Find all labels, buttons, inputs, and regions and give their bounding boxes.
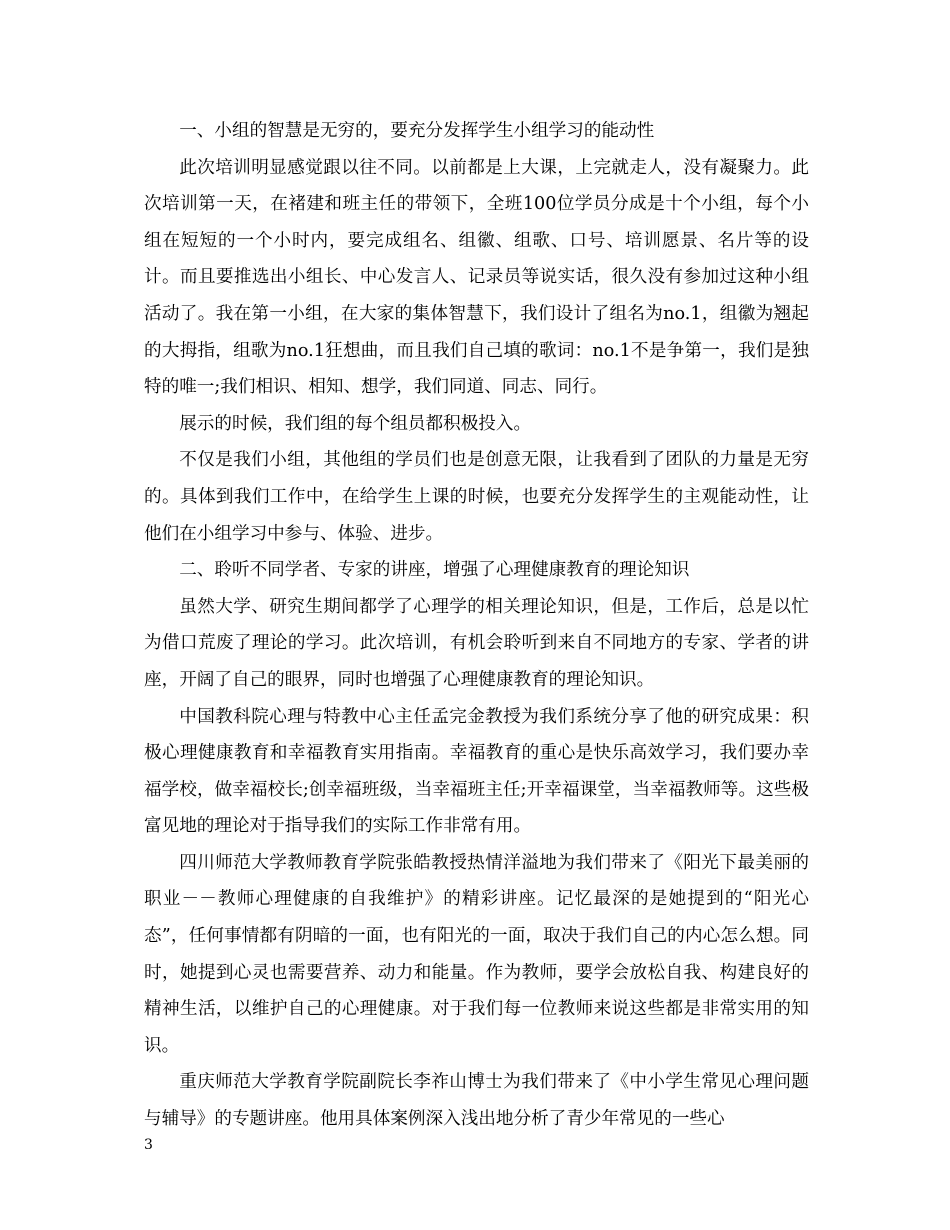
section-heading-2: 二、聆听不同学者、专家的讲座，增强了心理健康教育的理论知识: [179, 560, 690, 581]
paragraph: 重庆师范大学教育学院副院长李祚山博士为我们带来了《中小学生常见心理问题与辅导》的专题讲座。他用具体案例深入浅出地分析了青少年常见的一些心: [144, 1072, 809, 1130]
page-number: 3: [144, 1137, 153, 1153]
paragraph: 此次培训明显感觉跟以往不同。以前都是上大课，上完就走人，没有凝聚力。此次培训第一天，在褚建和班主任的带领下，全班100位学员分成是十个小组，每个小组在短短的一个小时内，要完成组名、组徽、组歌、口号、培训愿景、名片等的设计。而且要推选出小组长、中心发言人、记录员等说实话，很久没有参加过这种小组活动了。我在第一小组，在大家的集体智慧下，我们设计了组名为no.1，组徽为翘起的大拇指，组歌为no.1狂想曲，而且我们自己填的歌词：no.1不是争第一，我们是独特的唯一;我们相识、相知、想学，我们同道、同志、同行。: [144, 157, 809, 398]
section-heading-1: 一、小组的智慧是无穷的，要充分发挥学生小组学习的能动性: [179, 121, 655, 141]
paragraph: 不仅是我们小组，其他组的学员们也是创意无限，让我看到了团队的力量是无穷的。具体到我们工作中，在给学生上课的时候，也要充分发挥学生的主观能动性，让他们在小组学习中参与、体验、进步。: [144, 450, 809, 544]
document-body: [144, 113, 809, 1138]
paragraph: 虽然大学、研究生期间都学了心理学的相关理论知识，但是，工作后，总是以忙为借口荒废了理论的学习。此次培训，有机会聆听到来自不同地方的专家、学者的讲座，开阔了自己的眼界，同时也增强了心理健康教育的理论知识。: [144, 596, 809, 690]
paragraph: 四川师范大学教师教育学院张皓教授热情洋溢地为我们带来了《阳光下最美丽的职业－－教师心理健康的自我维护》的精彩讲座。记忆最深的是她提到的“阳光心态”，任何事情都有阴暗的一面，也有阳光的一面，取决于我们自己的内心怎么想。同时，她提到心灵也需要营养、动力和能量。作为教师，要学会放松自我、构建良好的精神生活，以维护自己的心理健康。对于我们每一位教师来说这些都是非常实用的知识。: [144, 852, 809, 1056]
paragraph: 展示的时候，我们组的每个组员都积极投入。: [179, 413, 532, 434]
paragraph: 中国教科院心理与特教中心主任孟完金教授为我们系统分享了他的研究成果：积极心理健康教育和幸福教育实用指南。幸福教育的重心是快乐高效学习，我们要办幸福学校，做幸福校长;创幸福班级，当幸福班主任;开幸福课堂，当幸福教师等。这些极富见地的理论对于指导我们的实际工作非常有用。: [144, 706, 809, 837]
